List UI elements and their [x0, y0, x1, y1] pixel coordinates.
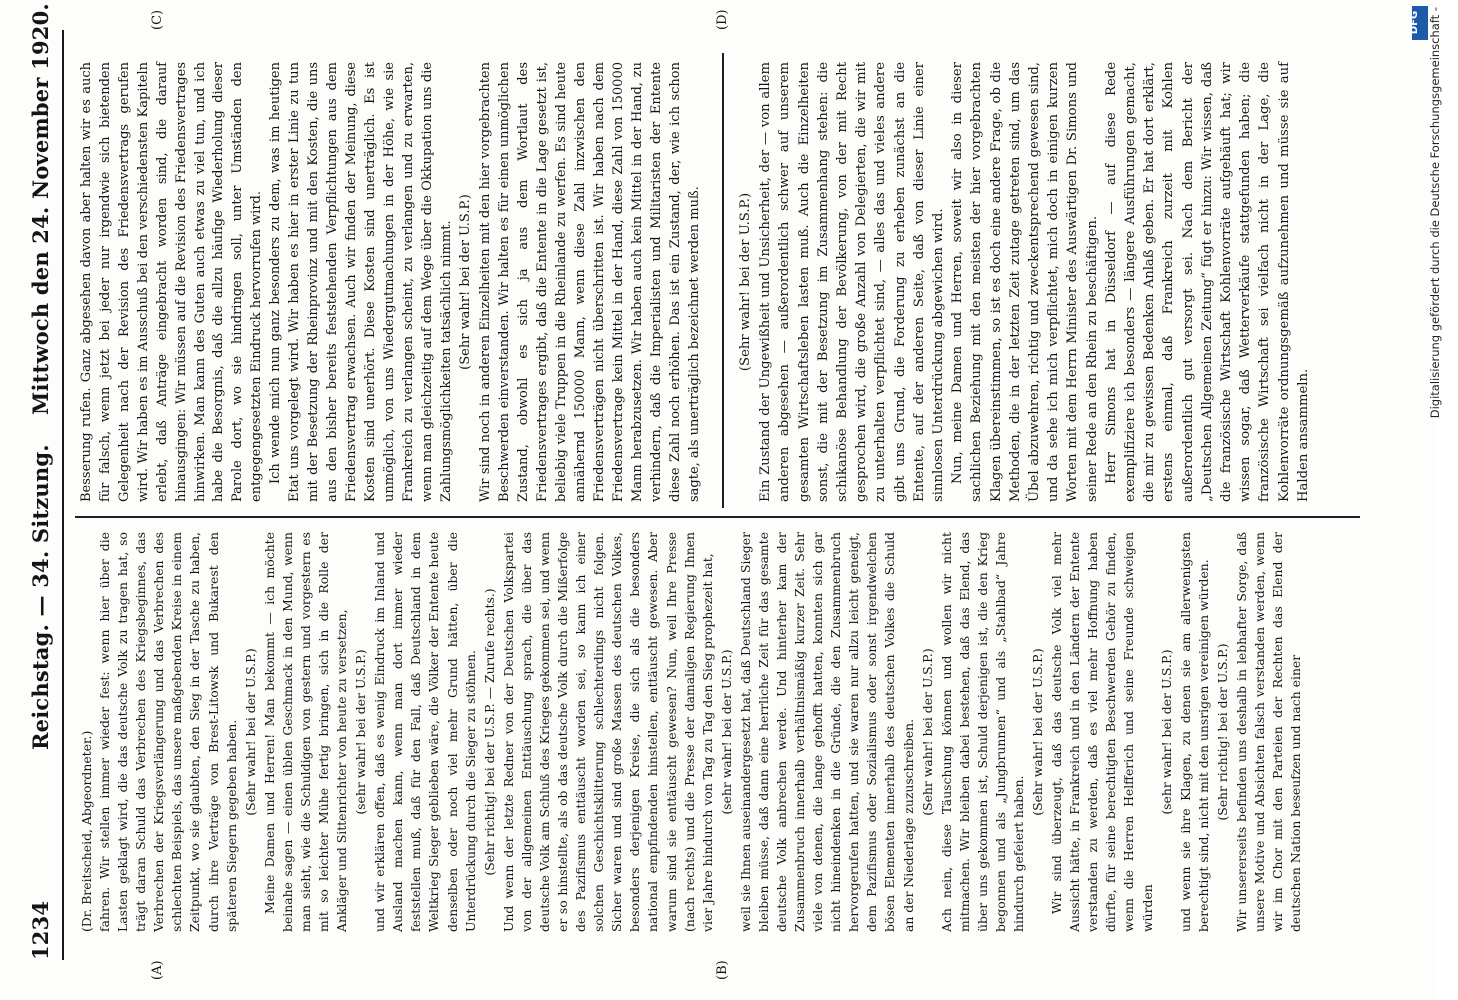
digitization-sidebar	[1404, 4, 1442, 996]
paragraph: weil sie Ihnen auseinandergesetzt hat, daß Deutschland Sieger bleiben müsse, daß dann eine herrliche Zeit für das gesamte deutsche Volk anbrechen werde. Und hinterher kam der Zusammenbruch innerhalb verhältnismäßig kurzer Zeit. Sehr viele von denen, die lange gehofft hatten, konnten sich gar nicht hineindenken in die Gründe, die den Zusammenbruch hervorgerufen hatten, und sie waren nur allzu leicht geneigt, dem Pazifismus oder Sozialismus oder sonst irgendwelchen bösen Elementen innerhalb des deutschen Volkes die Schuld an der Niederlage zuzuschreiben.	[737, 532, 916, 932]
interjection-remark: (Sehr richtig! bei der U.S.P. — Zurufe rechts.)	[481, 588, 497, 876]
interjection-remark: (sehr wahr! bei der U.S.P.)	[353, 649, 369, 815]
page-header	[22, 3, 64, 960]
text-column-right-bottom	[735, 62, 1360, 502]
interjection-remark: (Sehr wahr! bei der U.S.P.)	[1030, 648, 1046, 816]
paragraph: Nun, meine Damen und Herren, soweit wir also in dieser sachlichen Beziehung mit den meisten der hier vorgebrachten Klagen übereinstimmen, so ist es doch eine andere Frage, ob die Methoden, die in der letzten Zeit zutage getreten sind, um das Übel abzuwehren, richtig und zweckentsprechend gewesen sind, und da sehe ich mich verpflichtet, mich doch in einigen kurzen Worten mit dem Herrn Minister des Auswärtigen Dr. Simons und seiner Rede an den Rhein zu beschäftigen.	[950, 62, 1100, 502]
text-column-right-top	[78, 62, 718, 502]
margin-mark-b: (B)	[715, 960, 730, 980]
section-divider	[722, 53, 724, 508]
paragraph: und wir erklären offen, daß es wenig Eindruck im Inland und Ausland machen kann, wenn man dort immer wieder feststellen muß, daß für den Fall, daß Deutschland in dem Weltkrieg Sieger geblieben wäre, die Völker der Entente heute denselben oder noch viel mehr Grund hätten, über die Unterdrückung durch die Sieger zu stöhnen.	[372, 532, 478, 932]
paragraph: (Dr. Breitscheid, Abgeordneter.)	[79, 730, 94, 932]
interjection-remark: (Sehr wahr! bei der U.S.P.)	[919, 648, 935, 816]
column-divider	[75, 516, 1360, 518]
funding-note: Digitalisierung gefördert durch die Deutsche Forschungsgemeinschaft -	[1428, 7, 1442, 419]
paragraph: Meine Damen und Herren! Man bekommt — ich möchte beinahe sagen — einen üblen Geschmack in den Mund, wenn man sieht, wie die Schuldigen von gestern und vorgestern es mit so leichter Mühe fertig bringen, sich in die Rolle der Ankläger und Sittenrichter von heute zu versetzen,	[261, 532, 350, 932]
margin-mark-c: (C)	[150, 9, 165, 30]
paragraph: Wir unsererseits befinden uns deshalb in lebhafter Sorge, daß unsere Motive und Absichten falsch verstanden werden, wenn wir im Chor mit den Parteien der Rechten das Elend der deutschen Nation beseufzen und nach einer	[1233, 532, 1304, 932]
paragraph: Ich wende mich nun ganz besonders zu dem, was im heutigen Etat uns vorgelegt wird. Wir haben es hier in erster Linie zu tun mit der Besetzung der Rheinprovinz und mit den Kosten, die uns aus den bisher bereits feststehenden Verpflichtungen aus dem Friedensvertrag erwachsen. Auch wir finden der Meinung, diese Kosten sind unerhört. Diese Kosten sind unerträglich. Es ist unmöglich, von uns Wiedergutmachungen in der Höhe, wie sie Frankreich zu verlangen scheint, zu verlangen und zu erwarten, wenn man gleichzeitig auf dem Wege über die Okkupation uns die Zahlungsmöglichkeiten tatsächlich nimmt.	[268, 62, 454, 502]
interjection-remark: (sehr wahr! bei der U.S.P.)	[718, 649, 734, 815]
interjection-remark: (Sehr wahr! bei der U.S.P.)	[242, 648, 258, 816]
paragraph: Besserung rufen. Ganz abgesehen davon aber halten wir es auch für falsch, wenn jetzt bei jeder nur irgendwie sich bietenden Gelegenheit nach der Revision des Friedensvertrags gerufen wird. Wir haben es im Ausschuß bei den verschiedensten Kapiteln erlebt, daß Anträge eingebracht worden sind, die darauf hinausgingen: Wir müssen auf die Revision des Friedensvertrages hinwirken. Man kann des Guten auch etwas zu viel tun, und ich habe die Besorgnis, daß die allzu häufige Wiederholung dieser Parole dort, wo sie hindringen soll, unter Umständen den entgegengesetzten Eindruck hervorrufen wird.	[79, 62, 265, 502]
paragraph: Herr Simons hat in Düsseldorf — auf diese Rede exemplifiziere ich besonders — längere Ausführungen gemacht, die mir zu gewissen Bedenken Anlaß geben. Er hat dort erklärt, erstens einmal, daß Frankreich zurzeit mit Kohlen außerordentlich gut versorgt sei. Nach dem Bericht der „Deutschen Allgemeinen Zeitung“ fügt er hinzu: Wir wissen, daß die französische Wirtschaft Kohlenvorräte aufgehäuft hat; wir wissen sogar, daß Wetterverkäufe stattgefunden haben; die französische Wirtschaft sei vielfach nicht in der Lage, die Kohlenvorräte ordnungsgemäß aufzunehmen und müsse sie auf Halden ansammeln.	[1103, 62, 1311, 502]
interjection-remark: (Sehr wahr! bei der U.S.P.)	[458, 194, 474, 370]
page-date: Mittwoch den 24. November 1920.	[28, 3, 53, 415]
dfg-logo-text: DFG	[1409, 10, 1421, 35]
interjection-remark: (Sehr richtig! bei der U.S.P.)	[1214, 643, 1230, 821]
interjection-remark: (sehr wahr! bei der U.S.P.)	[1158, 649, 1174, 815]
page-number: 1234	[28, 900, 53, 960]
paragraph: Ein Zustand der Ungewißheit und Unsicherheit, der — von allem anderen abgesehen — außerordentlich schwer auf unserem gesamten Wirtschaftsleben lasten muß. Auch die Einzelheiten sonst, die mit der Besetzung im Zusammenhang stehen: die schikanöse Behandlung der Bevölkerung, von der mit Recht gesprochen wird, die große Anzahl von Delegierten, die wir mit zu unterhalten verpflichtet sind, — alles das und vieles andere gibt uns Grund, die Forderung zu erheben zunächst an die Entente, auf der anderen Seite, daß von dieser Linie einer sinnlosen Unterdrückung abgewichen wird.	[758, 62, 947, 502]
margin-mark-d: (D)	[715, 9, 730, 30]
paragraph: Und wenn der letzte Redner von der Deutschen Volkspartei von der allgemeinen Enttäuschung sprach, die über das deutsche Volk am Schluß des Krieges gekommen sei, und wenn er so hinstellte, als ob das deutsche Volk durch die Mißerfolge des Pazifismus enttäuscht worden sei, so kann ich einer solchen Geschichtsklitterung schlechterdings nicht folgen. Sicher waren und sind große Massen des deutschen Volkes, besonders derjenigen Kreise, die sich als die besonders national empfindenden hinstellen, enttäuscht gewesen. Aber warum sind sie enttäuscht gewesen? Nun, weil Ihre Presse (nach rechts) und die Presse der damaligen Regierung Ihnen vier Jahre hindurch von Tag zu Tag den Sieg prophezeit hat,	[500, 532, 715, 932]
paragraph: Ach nein, diese Täuschung können und wollen wir nicht mitmachen. Wir bleiben dabei bestehen, daß das Elend, das über uns gekommen ist, Schuld derjenigen ist, die den Krieg begonnen und als „Jungbrunnen“ und als „Stahlbad“ Jahre hindurch gefeiert haben.	[938, 532, 1026, 932]
paragraph: Wir sind überzeugt, daß das deutsche Volk viel mehr Aussicht hätte, in Frankreich und in den Ländern der Entente verstanden zu werden, daß es viel mehr Hoffnung haben dürfte, für seine berechtigten Beschwerden Gehör zu finden, wenn die Herren Helfferich und seine Freunde schweigen würden	[1049, 532, 1155, 932]
paragraph: und wenn sie ihre Klagen, zu denen sie am allerwenigsten berechtigt sind, nicht mit den unsrigen vereinigen würden.	[1177, 532, 1211, 932]
page-title: Reichstag. — 34. Sitzung.	[28, 444, 53, 750]
interjection-remark: (Sehr wahr! bei der U.S.P.)	[738, 192, 753, 372]
margin-mark-a: (A)	[150, 960, 165, 980]
paragraph: Wir sind noch in anderen Einzelheiten mit den hier vorgebrachten Beschwerden einverstanden. Wir halten es für einen unmöglichen Zustand, obwohl es sich ja aus dem Wortlaut des Friedensvertrages ergibt, daß die Entente in die Lage gesetzt ist, beliebig viele Truppen in die Rheinlande zu werfen. Es sind heute annähernd 150000 Mann, wenn diese Zahl inzwischen den Friedensverträgen nicht überschritten ist. Wir haben nach dem Friedensvertrage kein Mittel in der Hand, diese Zahl von 150000 Mann herabzusetzen. Wir haben auch kein Mittel in der Hand, zu verhindern, daß die Imperialisten und Militaristen der Entente diese Zahl noch erhöhen. Das ist ein Zustand, der, wie ich schon sagte, als unerträglich bezeichnet werden muß.	[478, 62, 702, 502]
text-column-left	[78, 532, 1358, 932]
dfg-logo	[1409, 6, 1428, 40]
paragraph: fahren. Wir stellen immer wieder fest: wenn hier über die Lasten geklagt wird, die das deutsche Volk zu tragen hat, so trägt daran Schuld das Verbrechen des Kriegsbeginnes, das Verbrechen der Kriegsverlängerung und das Verbrechen des schlechten Beispiels, das unsere maßgebenden Kreise in einem Zeitpunkt, wo sie glaubten, den Sieg in der Tasche zu haben, durch ihre Verträge von Brest-Litowsk und Bukarest den späteren Siegern gegeben haben.	[97, 532, 239, 932]
